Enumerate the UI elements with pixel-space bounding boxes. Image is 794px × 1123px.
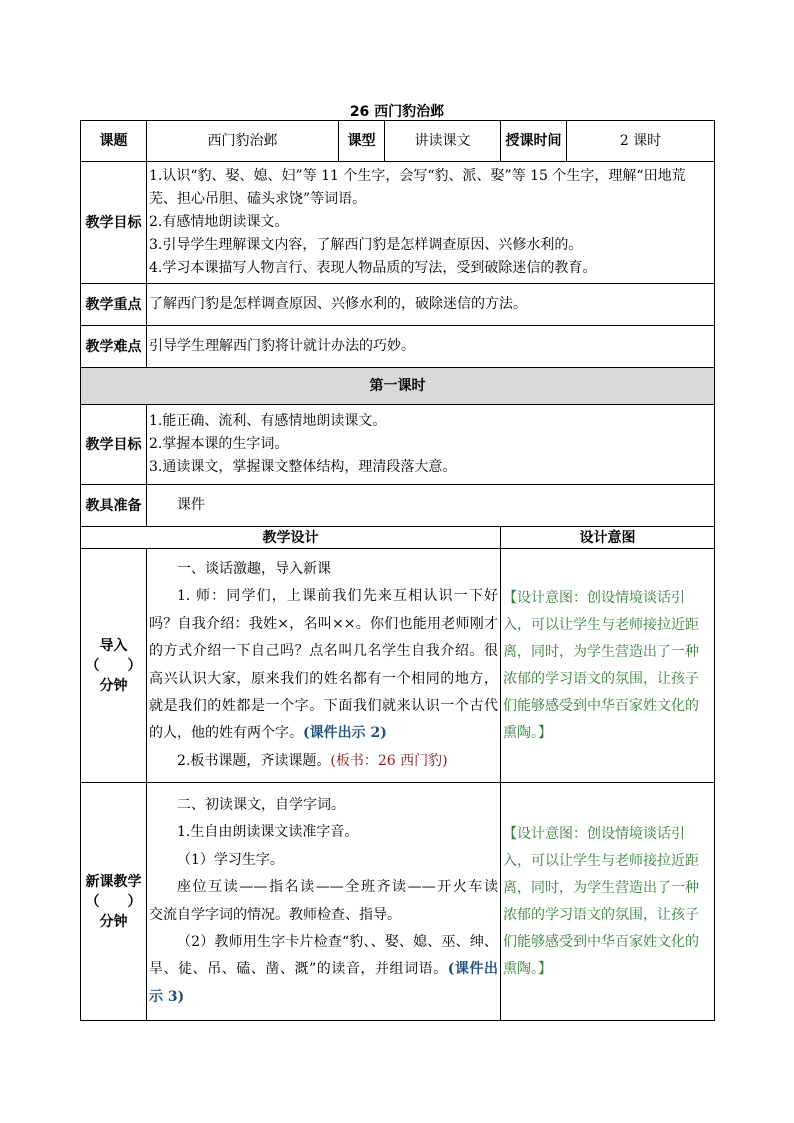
lesson-plan-table (80, 120, 715, 1021)
lesson1-goals-label: 教学目标 (81, 405, 147, 485)
goal-3: 3.引导学生理解课文内容，了解西门豹是怎样调查原因、兴修水利的。 (149, 237, 583, 253)
new-lesson-para-2-text: （2）教师用生字卡片检查“豹、、娶、媳、巫、绅、旱、徒、吊、磕、凿、溉”的读音，并组词语。 (149, 933, 498, 978)
column-header-row (81, 527, 715, 549)
intro-para-1 (149, 583, 498, 747)
key-points-label: 教学重点 (81, 284, 147, 326)
intro-intent (501, 549, 715, 783)
time-value: 2 课时 (567, 121, 715, 162)
difficulties-row (81, 326, 715, 368)
goals-content (147, 162, 715, 284)
header-row (81, 121, 715, 162)
intro-design (147, 549, 501, 783)
type-value: 讲读课文 (385, 121, 501, 162)
new-lesson-intent (501, 783, 715, 1021)
tools-row (81, 485, 715, 527)
intro-para-1-text: 1. 师：同学们，上课前我们先来互相认识一下好吗？自我介绍：我姓×，名叫××。你们也能用老师刚才的方式介绍一下自己吗？点名叫几名学生自我介绍。很高兴认识大家，原来我们的姓名都有一个相同的地方，就是我们的姓都是一个字。下面我们就来认识一个古代的人，他的姓有两个字。 (149, 588, 498, 742)
intro-row (81, 549, 715, 783)
topic-value: 西门豹治邺 (147, 121, 339, 162)
lesson1-goal-3: 3.通读课文，掌握课文整体结构，理清段落大意。 (149, 459, 457, 475)
new-lesson-row (81, 783, 715, 1021)
difficulties-label: 教学难点 (81, 326, 147, 368)
intro-para-2-text: 2.板书课题，齐读课题。 (177, 752, 331, 769)
new-lesson-intent-text: 【设计意图：创设情境谈话引入，可以让学生与老师接拉近距离，同时，为学生营造出了一种浓郁的学习语文的氛围，让孩子们能够感受到中华百家姓文化的熏陶。】 (503, 825, 699, 977)
intro-board-tag: (板书：26 西门豹) (330, 752, 448, 769)
lesson1-goal-2: 2.掌握本课的生字词。 (149, 436, 289, 452)
new-lesson-item-2: （1）学习生字。 (177, 851, 284, 868)
new-lesson-courseware-tag: (课件出示 3) (149, 961, 499, 1005)
lesson1-goals-row (81, 405, 715, 485)
tools-value: 课件 (147, 485, 715, 527)
goal-1: 1.认识“豹、娶、媳、妇”等 11 个生字，会写“豹、派、娶”等 15 个生字，理解“田地荒芜、担心吊胆、磕头求饶”等词语。 (149, 168, 686, 207)
lesson1-heading: 第一课时 (81, 368, 715, 405)
topic-label: 课题 (81, 121, 147, 162)
goal-4: 4.学习本课描写人物言行、表现人物品质的写法，受到破除迷信的教育。 (149, 260, 597, 276)
goals-row (81, 162, 715, 284)
intent-column-header: 设计意图 (501, 527, 715, 549)
new-lesson-para-2 (149, 929, 498, 1011)
new-lesson-para-1: 座位互读——指名读——全班齐读——开火车读 交流自学字词的情况。教师检查、指导。 (149, 879, 498, 923)
design-column-header: 教学设计 (81, 527, 501, 549)
intro-intent-text: 【设计意图：创设情境谈话引入，可以让学生与老师接拉近距离，同时，为学生营造出了一种浓郁的学习语文的氛围，让孩子们能够感受到中华百家姓文化的熏陶。】 (503, 589, 699, 741)
intro-para-2 (149, 748, 498, 775)
type-label: 课型 (339, 121, 385, 162)
new-lesson-heading: 二、初读课文，自学字词。 (177, 796, 345, 813)
intro-label: 导入（ ）分钟 (81, 549, 147, 783)
intro-heading: 一、谈话激趣，导入新课 (177, 560, 331, 577)
new-lesson-label: 新课教学（ ）分钟 (81, 783, 147, 1021)
intro-courseware-tag: (课件出示 2) (303, 725, 387, 742)
lesson1-goals-content (147, 405, 715, 485)
new-lesson-design (147, 783, 501, 1021)
goals-label: 教学目标 (81, 162, 147, 284)
new-lesson-item-1: 1.生自由朗读课文读准字音。 (177, 824, 359, 841)
time-label: 授课时间 (501, 121, 567, 162)
key-points-row (81, 284, 715, 326)
tools-label: 教具准备 (81, 485, 147, 527)
page-title: 26 西门豹治邺 (349, 104, 445, 120)
difficulties-text: 引导学生理解西门豹将计就计办法的巧妙。 (147, 326, 715, 368)
key-points-text: 了解西门豹是怎样调查原因、兴修水利的，破除迷信的方法。 (147, 284, 715, 326)
lesson1-heading-row (81, 368, 715, 405)
goal-2: 2.有感情地朗读课文。 (149, 214, 289, 230)
lesson1-goal-1: 1.能正确、流利、有感情地朗读课文。 (149, 413, 387, 429)
